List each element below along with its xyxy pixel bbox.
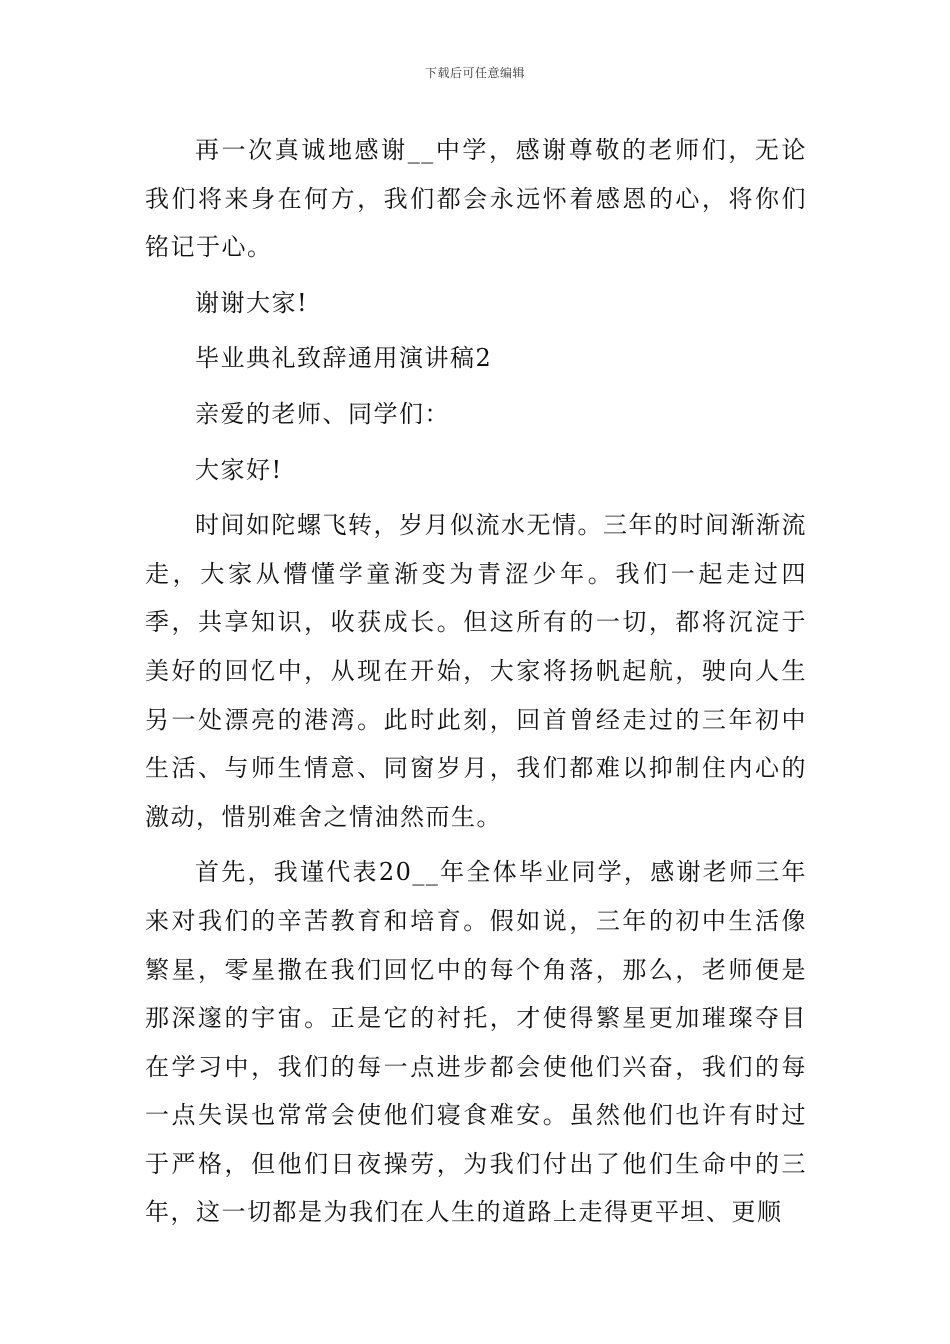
document-body — [145, 126, 807, 1237]
greeting: 大家好! — [195, 455, 283, 484]
paragraph-thank-teachers: 首先，我谨代表20__年全体毕业同学，感谢老师三年来对我们的辛苦教育和培育。假如说，三年的初中生活像繁星，零星撒在我们回忆中的每个角落，那么，老师便是那深邃的宇宙。正是它的衬托，才使得繁星更加璀璨夺目在学习中，我们的每一点进步都会使他们兴奋，我们的每一点失误也常常会使他们寝食难安。虽然他们也许有时过于严格，但他们日夜操劳，为我们付出了他们生命中的三年，这一切都是为我们在人生的道路上走得更平坦、更顺 — [145, 858, 807, 1227]
paragraph-time-flies: 时间如陀螺飞转，岁月似流水无情。三年的时间渐渐流走，大家从懵懂学童渐变为青涩少年。我们一起走过四季，共享知识，收获成长。但这所有的一切，都将沉淀于美好的回忆中，从现在开始，大家将扬帆起航，驶向人生另一处漂亮的港湾。此时此刻，回首曾经走过的三年初中生活、与师生情意、同窗岁月，我们都难以抑制住内心的激动，惜别难舍之情油然而生。 — [145, 511, 807, 831]
paragraph-thank-everyone: 谢谢大家! — [195, 288, 309, 317]
page-header: 下载后可任意编辑 — [424, 66, 525, 80]
paragraph-thanks-school: 再一次真诚地感谢__中学，感谢尊敬的老师们，无论我们将来身在何方，我们都会永远怀着感恩的心，将你们铭记于心。 — [145, 136, 807, 262]
speech-title: 毕业典礼致辞通用演讲稿2 — [195, 344, 493, 373]
salutation: 亲爱的老师、同学们： — [195, 399, 450, 428]
